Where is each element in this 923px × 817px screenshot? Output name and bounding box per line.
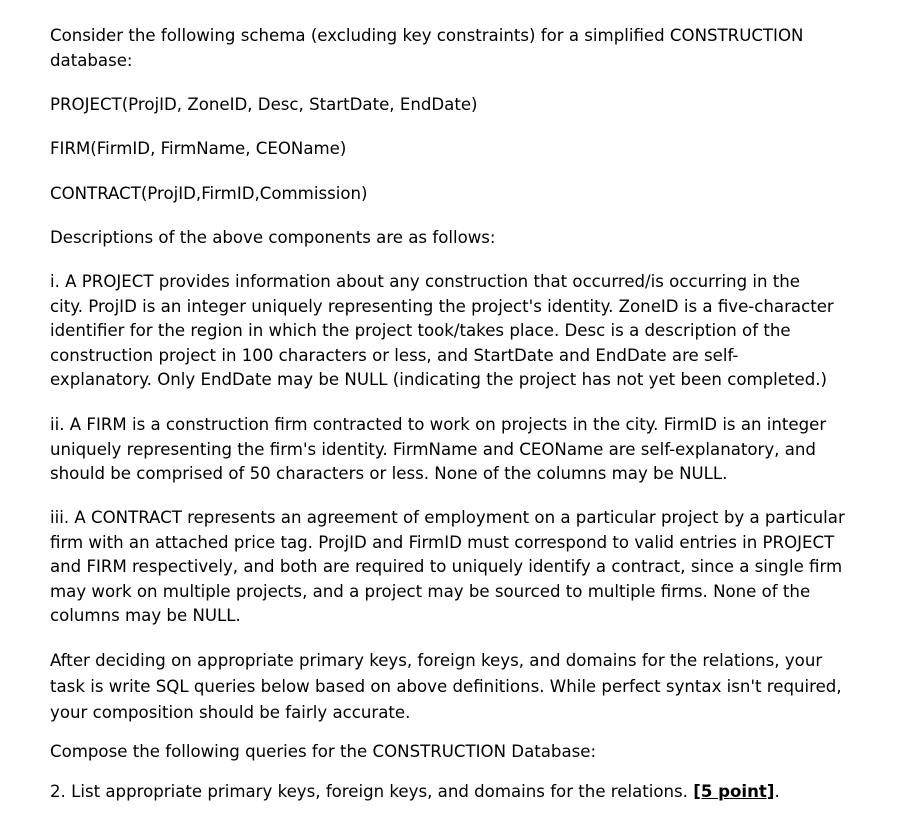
question-2-end: . (774, 782, 780, 801)
task-paragraph: After deciding on appropriate primary keys, foreign keys, and domains for the relations, your task is write SQL queries below based on above definitions. While perfect syntax isn't required, your composition should be fairly accurate. (50, 651, 842, 722)
intro-paragraph: Consider the following schema (excluding key constraints) for a simplified CONSTRUCTION database: (50, 26, 804, 70)
schema-project: PROJECT(ProjID, ZoneID, Desc, StartDate, EndDate) (50, 95, 478, 114)
question-2-text: 2. List appropriate primary keys, foreign keys, and domains for the relations. (50, 782, 694, 801)
schema-contract: CONTRACT(ProjID,FirmID,Commission) (50, 184, 368, 203)
question-2 (50, 780, 780, 805)
description-firm: ii. A FIRM is a construction firm contracted to work on projects in the city. FirmID is an integer uniquely representing the firm's identity. FirmName and CEOName are self-explanatory, and should be comprised of 50 characters or less. None of the columns may be NULL. (50, 415, 827, 483)
compose-heading: Compose the following queries for the CONSTRUCTION Database: (50, 742, 597, 761)
question-2-points: [5 point] (693, 782, 775, 801)
description-project: i. A PROJECT provides information about any construction that occurred/is occurring in the city. ProjID is an integer uniquely representing the project's identity. ZoneID is a five-character identifier for the region in which the project took/takes place. Desc is a description of the construction project in 100 characters or less, and StartDate and EndDate are self- explanatory. Only EndDate may be NULL (indicating the project has not yet been completed.) (50, 272, 834, 389)
descriptions-heading: Descriptions of the above components are as follows: (50, 228, 496, 247)
schema-firm: FIRM(FirmID, FirmName, CEOName) (50, 139, 347, 158)
description-contract: iii. A CONTRACT represents an agreement of employment on a particular project by a particular firm with an attached price tag. ProjID and FirmID must correspond to valid entries in PROJECT and FIRM respectively, and both are required to uniquely identify a contract, since a single firm may work on multiple projects, and a project may be sourced to multiple firms. None of the columns may be NULL. (50, 508, 845, 625)
